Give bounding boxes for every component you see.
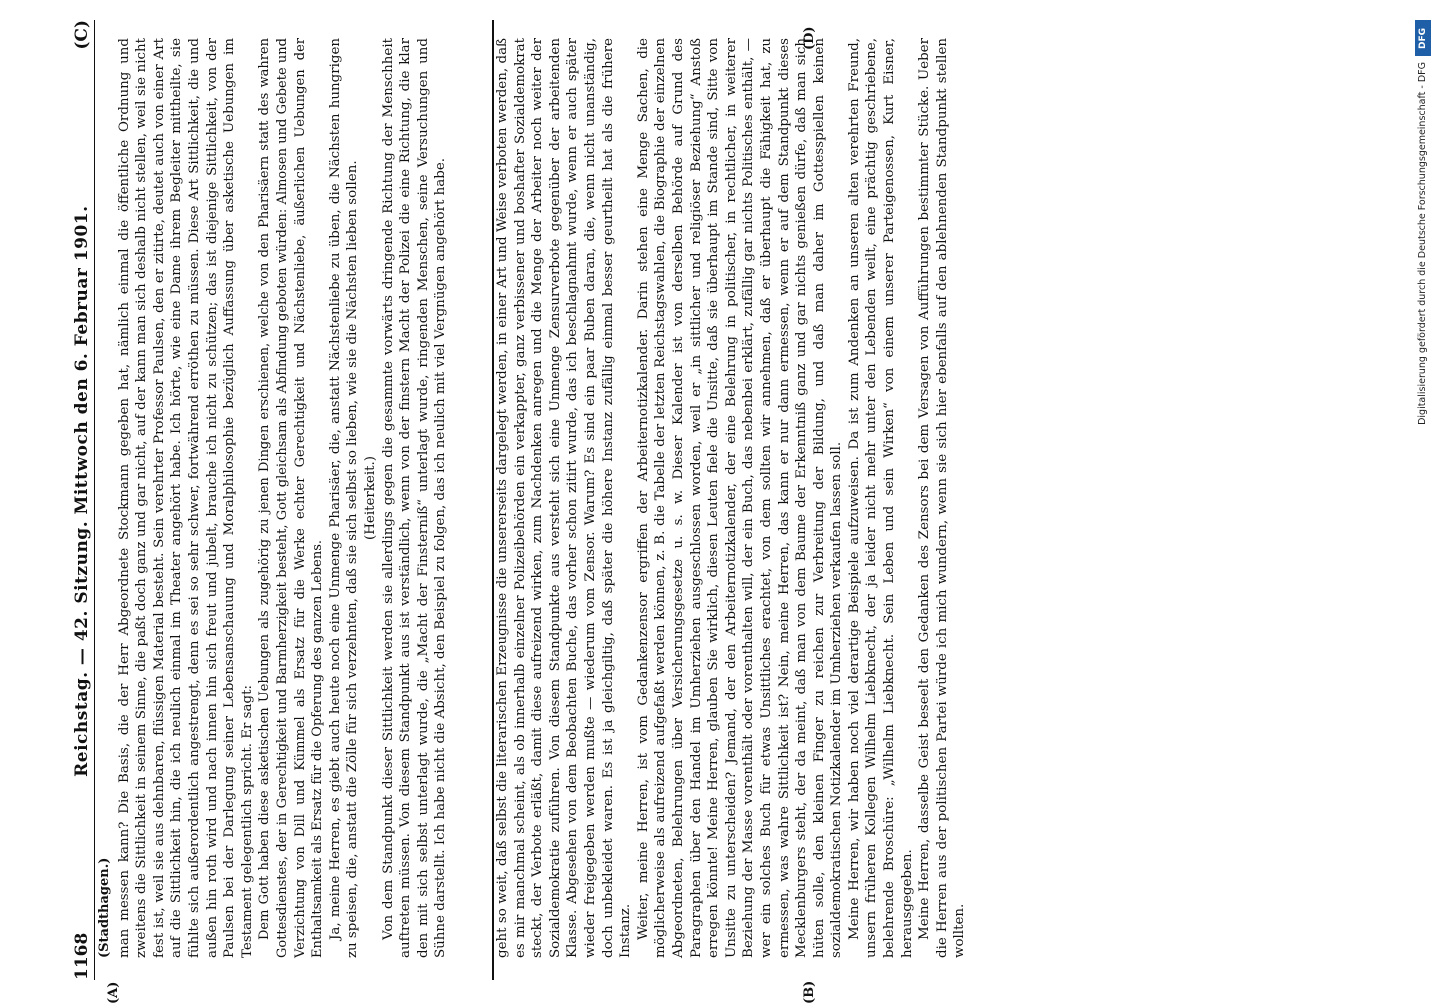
paragraph: Weiter, meine Herren, ist vom Gedankenzensor ergriffen der Arbeiternotizkalender. Darin stehen eine Menge Sachen, die möglicherweise als aufreizend aufgefaßt werden können, z. B. die Tabelle der letzten Reichstagswahlen, die Biographie der einzelnen Abgeordneten, Belehrungen über Versicherungsgesetze u. s. w. Dieser Kalender ist von derselben Behörde auf Grund des Paragraphen über den Handel im Umherziehen ausgeschlossen worden, weil er „in sittlicher und religiöser Beziehung“ Anstoß erregen könnte! Meine Herren, glauben Sie wirklich, diesen Leuten fiele die Unsitte, daß sie überhaupt im Stande sind, Sitte von Unsitte zu unterscheiden? Jemand, der den Arbeiternotizkalender, der eine Belehrung in politischer, in rechtlicher, in weiterer Beziehung der Masse vorenthält oder vorenthalten will, der ein Buch, das nebenbei erklärt, zufällig gar nichts Politisches enthält, — wer ein solches Buch für etwas Unsittliches erachtet, von dem sollten wir annehmen, daß er überhaupt die Fähigkeit hat, zu ermessen, was wahre Sittlichkeit ist? Nein, meine Herren, das kann er nur dann ermessen, wenn er auf dem Standpunkt dieses Mecklenburgers steht, der da meint, daß man von dem Baume der Erkenntniß ganz und gar nichts genießen dürfe, daß man sich hüten solle, den kleinen Finger zu reichen zur Verbreitung der Bildung, und daß man daher im Gottesspiellen keinen sozialdemokratischen Notizkalender im Umherziehen verkaufen lassen soll. (635, 38, 845, 958)
digitization-note: Digitalisierung gefördert durch die Deutsche Forschungsgemeinschaft - DFG (1417, 62, 1428, 425)
paragraph: Meine Herren, wir haben noch viel derartige Beispiele aufzuweisen. Da ist zum Andenken an unseren alten verehrten Freund, unsern früheren Kollegen Wilhelm Liebknecht, der ja leider nicht mehr unter den Lebenden weilt, eine prächtig geschriebene, belehrende Broschüre: „Wilhelm Liebknecht. Sein Leben und sein Wirken“ von einem unserer Parteigenossen, Kurt Eisner, herausgegeben. (846, 38, 915, 958)
marker-a: (A) (106, 981, 121, 1004)
reaction: (Heiterkeit.) (362, 456, 378, 540)
column-divider (492, 20, 494, 980)
dfg-logo: DFG (1415, 20, 1431, 56)
text-columns (96, 20, 1426, 980)
column-left (96, 38, 488, 980)
paragraph: man messen kann? Die Basis, die der Herr Abgeordnete Stockmann gegeben hat, nämlich einmal die öffentliche Ordnung und zweitens die Sittlichkeit in seinem Sinne, die paßt doch ganz und gar nicht, auf der kann man sich deshalb nicht stellen, weil sie nicht fest ist, weil sie aus dehnbaren, flüssigen Material besteht. Sein verehrter Professor Paulsen, den er zitirte, deutet auch von einer Art auf die Sittlichkeit hin, die ich neulich einmal im Theater angehört habe. Ich hörte, wie eine Dame ihrem Begleiter mittheilte, sie fühlte sich außerordentlich angestrengt, denn es sei so sehr schwer, fortwährend erröthen zu müssen. Diese Art Sittlichkeit, die und außen hin roth wird und nach innen hin sich freut und jubelt, brauche ich nicht zu schützen; das ist diejenige Sittlichkeit, von der Paulsen bei der Darlegung seiner Lebensanschauung und Moralphilosophie bezüglich Auffassung über asketische Uebungen im Testament gelegentlich spricht. Er sagt: (116, 38, 255, 958)
marker-b: (B) (802, 980, 817, 1004)
paragraph: Von dem Standpunkt dieser Sittlichkeit werden sie allerdings gegen die gesammte vorwärts dringende Richtung der Menschheit auftreten müssen. Von diesem Standpunkt aus ist verständlich, wenn von der finstern Macht der Polizei die eine Richtung, die klar den mit sich selbst unterlagt wurde, die „Macht der Finsterniß“ unterlagt wurde, ringenden Menschen, seine Versuchungen und Sühne darstellt. Ich habe nicht die Absicht, den Beispiel zu folgen, das ich neulich mit viel Vergnügen angehört habe. (380, 38, 449, 958)
paragraph: geht so weit, daß selbst die literarischen Erzeugnisse die unsererseits dargelegt werden, in einer Art und Weise verboten werden, daß es mir manchmal scheint, als ob innerhalb einzelner Polizeibehörden ein verkappter, ganz verbissener und boshafter Sozialdemokrat steckt, der Verbote erläßt, damit diese aufreizend wirken, zum Nachdenken anregen und die Menge der Arbeiter noch weiter der Sozialdemokratie zuführen. Von diesem Standpunkte aus versteht sich eine Unmenge Zensurverbote gegenüber der arbeitenden Klasse. Abgesehen von dem Beobachten Buche, das vorher schon zitirt wurde, das ich beschlagnahmt wurde, wenn er auch später wieder freigegeben werden mußte — wiederum vom Zensor. Warum? Es sind ein paar Buben daran, die, wenn nicht unanständig, doch unbekleidet waren. Es ist ja gleichgiltig, daß später die höhere Instanz zufällig einmal besser geurtheilt hat als die frühere Instanz. (495, 38, 634, 958)
page-number: 1168 (72, 932, 92, 980)
page-title: Reichstag. — 42. Sitzung. Mittwoch den 6. Februar 1901. (72, 205, 92, 777)
marker-c: (C) (72, 20, 92, 50)
paragraph: Ja, meine Herren, es giebt auch heute noch eine Unmenge Pharisäer, die, anstatt Nächstenliebe zu üben, die Nächsten hungrigen zu speisen, die, anstatt die Zölle für sich verzehnten, daß sie sich selbst so lieben, wie sie die Nächsten lieben sollen. (327, 38, 361, 958)
paragraph: Meine Herren, dasselbe Geist beseelt den Gedanken des Zensors bei dem Versagen von Aufführungen bestimmter Stücke. Ueber die Herren aus der politischen Partei würde ich mich wundern, wenn sie sich hier ebenfalls auf den ablehnenden Standpunkt stellen wollten. (917, 38, 968, 958)
page-header (62, 20, 95, 980)
quotation: Dem Gott haben diese asketischen Uebungen als zugehörig zu jenen Dingen erschienen, welche von den Pharisäern statt des wahren Gottesdienstes, der in Gerechtigkeit und Barmherzigkeit besteht, Gott gleichsam als Abfindung geboten würden: Almosen und Gebete und Verzichtung von Dill und Kümmel als Ersatz für die Werke echter Gerechtigkeit und Nächstenliebe, äußerlichen Uebungen der Enthaltsamkeit als Ersatz für die Opferung des ganzen Lebens. (257, 38, 326, 958)
speaker-label: (Stadthagen.) (97, 857, 112, 958)
document-page (62, 20, 1432, 1004)
column-right (494, 38, 968, 980)
marker-d: (D) (802, 26, 817, 50)
